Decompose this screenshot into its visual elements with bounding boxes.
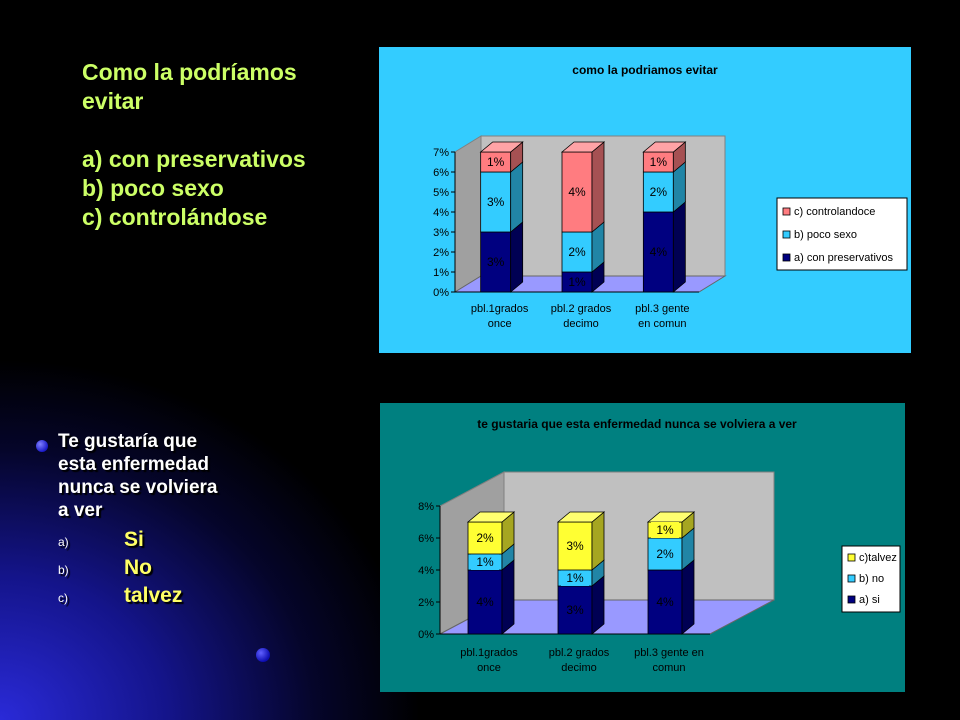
legend-swatch [848, 596, 855, 603]
chart-never-again [380, 403, 905, 692]
x-tick-label: en comun [638, 318, 687, 330]
y-tick-label: 5% [433, 187, 449, 199]
data-label: 2% [568, 245, 586, 259]
x-tick-label: decimo [561, 662, 597, 674]
y-tick-label: 8% [418, 501, 434, 513]
answer-letter: b) [58, 563, 69, 577]
answer-letter: a) [58, 535, 69, 549]
x-tick-label: comun [652, 662, 686, 674]
data-label: 1% [568, 275, 586, 289]
answer-item [58, 584, 318, 612]
bullet-icon [36, 440, 48, 452]
y-tick-label: 6% [418, 533, 434, 545]
y-tick-label: 1% [433, 267, 449, 279]
answer-item [58, 528, 318, 556]
y-tick-label: 2% [418, 597, 434, 609]
legend-label: c) controlandoce [794, 206, 876, 218]
x-tick-label: pbl.2 grados [550, 303, 612, 315]
option-line: c) controlándose [82, 204, 268, 230]
legend-swatch [783, 254, 790, 261]
data-label: 3% [566, 603, 584, 617]
answer-list [58, 528, 318, 612]
x-tick-label: once [487, 318, 512, 330]
data-label: 1% [486, 155, 505, 169]
data-label: 2% [476, 531, 494, 545]
question-block [58, 430, 318, 612]
data-label: 2% [649, 185, 668, 199]
data-label: 4% [568, 185, 586, 199]
chart-prevention [379, 47, 911, 353]
x-tick-label: pbl.3 gente en [634, 647, 704, 659]
x-tick-label: once [477, 662, 501, 674]
chart-title: te gustaria que esta enfermedad nunca se volviera a ver [477, 417, 797, 431]
x-tick-label: pbl.2 grados [548, 647, 610, 659]
bar-segment-side [511, 162, 523, 232]
legend-swatch [783, 208, 790, 215]
data-label: 1% [476, 555, 494, 569]
legend-swatch [848, 554, 855, 561]
legend-swatch [783, 231, 790, 238]
answer-text: Si [124, 528, 144, 551]
chart-title: como la podriamos evitar [572, 63, 718, 77]
question-line: esta enfermedad [58, 454, 210, 475]
bar-segment-side [682, 560, 694, 634]
y-tick-label: 4% [418, 565, 434, 577]
answer-text: talvez [124, 584, 183, 607]
option-line: a) con preservativos [82, 146, 306, 172]
question-line: Te gustaría que [58, 431, 198, 452]
x-tick-label: decimo [563, 318, 599, 330]
plot-back-wall [504, 472, 774, 600]
y-tick-label: 6% [433, 167, 449, 179]
bar-segment-side [502, 560, 514, 634]
title-line: Como la podríamos [82, 59, 297, 85]
data-label: 1% [656, 523, 674, 537]
question-line: a ver [58, 500, 103, 521]
data-label: 4% [476, 595, 494, 609]
answer-text: No [124, 556, 152, 579]
data-label: 1% [566, 571, 584, 585]
y-tick-label: 4% [433, 207, 449, 219]
data-label: 2% [656, 547, 674, 561]
question-line: nunca se volviera [58, 477, 218, 498]
y-tick-label: 0% [418, 629, 434, 641]
y-tick-label: 0% [433, 287, 449, 299]
data-label: 1% [649, 155, 668, 169]
bar-segment-side [592, 142, 604, 232]
legend-label: c)talvez [859, 552, 897, 564]
data-label: 3% [486, 255, 505, 269]
plot-side-wall [455, 136, 481, 292]
answer-letter: c) [58, 591, 68, 605]
x-tick-label: pbl.1grados [460, 647, 518, 659]
data-label: 4% [649, 245, 668, 259]
y-tick-label: 3% [433, 227, 449, 239]
slide-title [82, 58, 372, 232]
legend-label: a) si [859, 594, 880, 606]
title-line: evitar [82, 88, 144, 114]
answer-item [58, 556, 318, 584]
legend-label: b) poco sexo [794, 229, 857, 241]
bar-segment-side [511, 222, 523, 292]
data-label: 3% [486, 195, 505, 209]
x-tick-label: pbl.1grados [470, 303, 529, 315]
y-tick-label: 7% [433, 147, 449, 159]
option-line: b) poco sexo [82, 175, 224, 201]
decorative-orb-icon [256, 648, 270, 662]
legend-label: a) con preservativos [794, 252, 894, 264]
legend-swatch [848, 575, 855, 582]
data-label: 4% [656, 595, 674, 609]
bar-segment-side [673, 202, 685, 292]
y-tick-label: 2% [433, 247, 449, 259]
x-tick-label: pbl.3 gente [635, 303, 690, 315]
data-label: 3% [566, 539, 584, 553]
legend-label: b) no [859, 573, 885, 585]
